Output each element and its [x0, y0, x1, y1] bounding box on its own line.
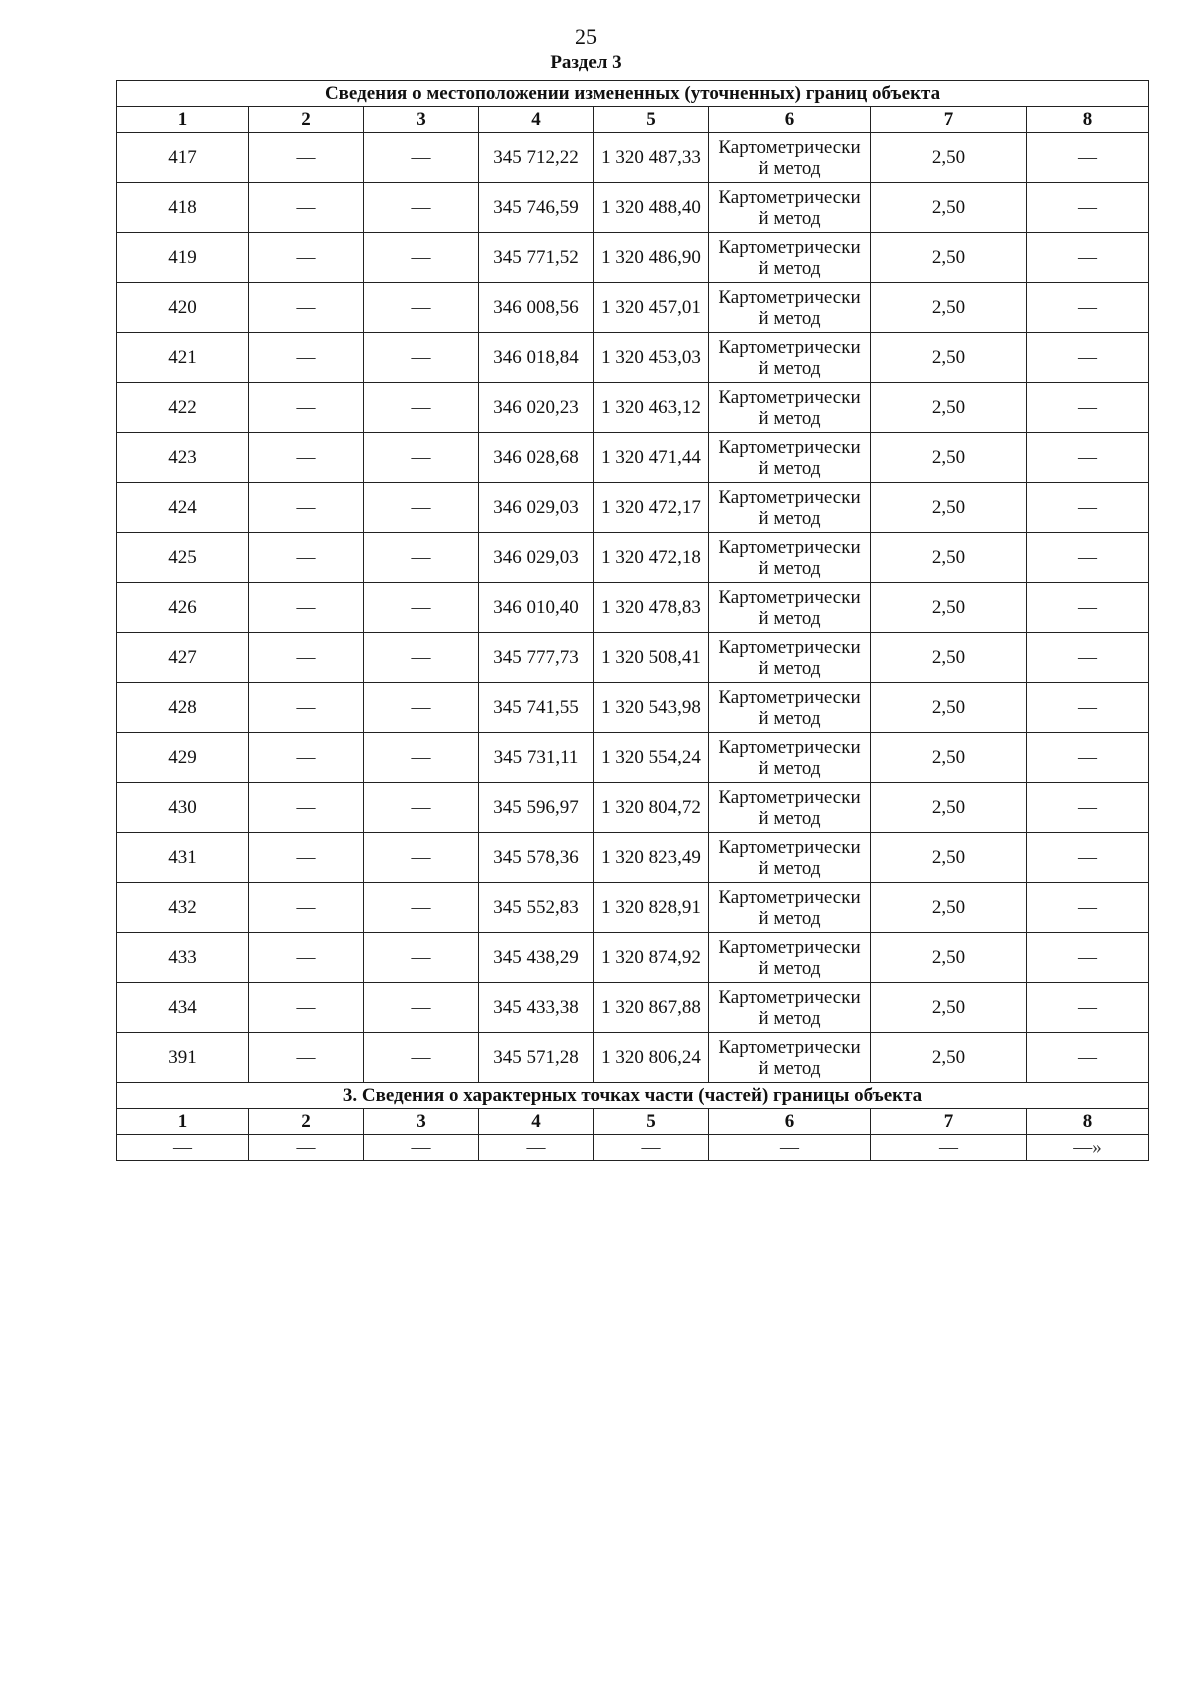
column-number: 7 [871, 107, 1027, 133]
point-cell: 422 [117, 383, 249, 433]
method-line: й метод [758, 507, 821, 529]
y-coordinate: 1 320 806,24 [594, 1033, 709, 1083]
method-line: й метод [758, 957, 821, 979]
method-line: й метод [758, 657, 821, 679]
x-coordinate: 345 433,38 [479, 983, 594, 1033]
col3-cell: — [364, 833, 479, 883]
table-body [117, 81, 1149, 1161]
method-line: Картометрически [718, 486, 861, 508]
x-coordinate: 345 438,29 [479, 933, 594, 983]
col3-cell: — [364, 233, 479, 283]
method-line: Картометрически [718, 186, 861, 208]
table-title-row [117, 81, 1149, 107]
sub-column-number: 5 [594, 1109, 709, 1135]
accuracy-cell: 2,50 [871, 633, 1027, 683]
point-cell: 417 [117, 133, 249, 183]
y-coordinate: 1 320 478,83 [594, 583, 709, 633]
table-row [117, 933, 1149, 983]
y-coordinate: 1 320 543,98 [594, 683, 709, 733]
method-line: Картометрически [718, 236, 861, 258]
col3-cell: — [364, 633, 479, 683]
sub-column-number: 4 [479, 1109, 594, 1135]
x-coordinate: 345 771,52 [479, 233, 594, 283]
accuracy-cell: 2,50 [871, 183, 1027, 233]
col3-cell: — [364, 433, 479, 483]
section-title: Раздел 3 [550, 52, 622, 73]
empty-cell: — [479, 1135, 594, 1161]
accuracy-cell: 2,50 [871, 1033, 1027, 1083]
y-coordinate: 1 320 472,17 [594, 483, 709, 533]
x-coordinate: 346 029,03 [479, 483, 594, 533]
col3-cell: — [364, 533, 479, 583]
subsection-title-row [117, 1083, 1149, 1109]
col2-cell: — [249, 183, 364, 233]
col8-cell: — [1027, 333, 1149, 383]
table-row [117, 833, 1149, 883]
y-coordinate: 1 320 486,90 [594, 233, 709, 283]
table-row [117, 883, 1149, 933]
method-cell [709, 583, 871, 633]
accuracy-cell: 2,50 [871, 133, 1027, 183]
method-cell [709, 1033, 871, 1083]
col3-cell: — [364, 983, 479, 1033]
accuracy-cell: 2,50 [871, 733, 1027, 783]
empty-cell: —» [1027, 1135, 1149, 1161]
y-coordinate: 1 320 554,24 [594, 733, 709, 783]
y-coordinate: 1 320 453,03 [594, 333, 709, 383]
y-coordinate: 1 320 457,01 [594, 283, 709, 333]
table-row [117, 1033, 1149, 1083]
table-row [117, 533, 1149, 583]
column-number: 3 [364, 107, 479, 133]
point-cell: 425 [117, 533, 249, 583]
col8-cell: — [1027, 583, 1149, 633]
col8-cell: — [1027, 233, 1149, 283]
col3-cell: — [364, 283, 479, 333]
y-coordinate: 1 320 472,18 [594, 533, 709, 583]
col2-cell: — [249, 633, 364, 683]
col3-cell: — [364, 883, 479, 933]
col8-cell: — [1027, 283, 1149, 333]
x-coordinate: 345 578,36 [479, 833, 594, 883]
method-line: й метод [758, 457, 821, 479]
method-line: й метод [758, 307, 821, 329]
x-coordinate: 345 731,11 [479, 733, 594, 783]
x-coordinate: 345 741,55 [479, 683, 594, 733]
x-coordinate: 345 746,59 [479, 183, 594, 233]
method-cell [709, 983, 871, 1033]
sub-column-number: 2 [249, 1109, 364, 1135]
sub-column-number: 6 [709, 1109, 871, 1135]
empty-cell: — [249, 1135, 364, 1161]
point-cell: 427 [117, 633, 249, 683]
table-row [117, 283, 1149, 333]
col8-cell: — [1027, 533, 1149, 583]
table-row [117, 133, 1149, 183]
method-cell [709, 633, 871, 683]
method-line: й метод [758, 907, 821, 929]
method-line: й метод [758, 1057, 821, 1079]
point-cell: 418 [117, 183, 249, 233]
col3-cell: — [364, 133, 479, 183]
y-coordinate: 1 320 828,91 [594, 883, 709, 933]
method-cell [709, 333, 871, 383]
method-line: й метод [758, 207, 821, 229]
table-row [117, 483, 1149, 533]
accuracy-cell: 2,50 [871, 533, 1027, 583]
col8-cell: — [1027, 183, 1149, 233]
point-cell: 431 [117, 833, 249, 883]
method-cell [709, 283, 871, 333]
col2-cell: — [249, 233, 364, 283]
col2-cell: — [249, 133, 364, 183]
method-cell [709, 233, 871, 283]
method-line: Картометрически [718, 586, 861, 608]
point-cell: 428 [117, 683, 249, 733]
method-line: Картометрически [718, 536, 861, 558]
col8-cell: — [1027, 683, 1149, 733]
x-coordinate: 346 028,68 [479, 433, 594, 483]
column-number: 8 [1027, 107, 1149, 133]
method-cell [709, 183, 871, 233]
method-line: Картометрически [718, 136, 861, 158]
sub-column-number: 3 [364, 1109, 479, 1135]
accuracy-cell: 2,50 [871, 433, 1027, 483]
y-coordinate: 1 320 804,72 [594, 783, 709, 833]
x-coordinate: 345 596,97 [479, 783, 594, 833]
table-row [117, 633, 1149, 683]
col3-cell: — [364, 583, 479, 633]
table-row [117, 183, 1149, 233]
column-number-row [117, 107, 1149, 133]
col2-cell: — [249, 283, 364, 333]
method-cell [709, 683, 871, 733]
accuracy-cell: 2,50 [871, 983, 1027, 1033]
col2-cell: — [249, 733, 364, 783]
col2-cell: — [249, 1033, 364, 1083]
col3-cell: — [364, 183, 479, 233]
y-coordinate: 1 320 867,88 [594, 983, 709, 1033]
method-cell [709, 483, 871, 533]
empty-cell: — [364, 1135, 479, 1161]
point-cell: 421 [117, 333, 249, 383]
col8-cell: — [1027, 633, 1149, 683]
accuracy-cell: 2,50 [871, 883, 1027, 933]
accuracy-cell: 2,50 [871, 933, 1027, 983]
accuracy-cell: 2,50 [871, 383, 1027, 433]
subsection-title: 3. Сведения о характерных точках части (частей) границы объекта [117, 1083, 1149, 1109]
method-cell [709, 733, 871, 783]
method-line: Картометрически [718, 736, 861, 758]
x-coordinate: 346 029,03 [479, 533, 594, 583]
col3-cell: — [364, 333, 479, 383]
col2-cell: — [249, 533, 364, 583]
col8-cell: — [1027, 933, 1149, 983]
empty-cell: — [117, 1135, 249, 1161]
col2-cell: — [249, 483, 364, 533]
y-coordinate: 1 320 488,40 [594, 183, 709, 233]
method-line: й метод [758, 757, 821, 779]
method-line: й метод [758, 807, 821, 829]
col3-cell: — [364, 783, 479, 833]
col2-cell: — [249, 983, 364, 1033]
point-cell: 424 [117, 483, 249, 533]
method-line: Картометрически [718, 786, 861, 808]
y-coordinate: 1 320 823,49 [594, 833, 709, 883]
method-line: й метод [758, 857, 821, 879]
col8-cell: — [1027, 133, 1149, 183]
accuracy-cell: 2,50 [871, 283, 1027, 333]
point-cell: 432 [117, 883, 249, 933]
col2-cell: — [249, 683, 364, 733]
method-line: Картометрически [718, 936, 861, 958]
table-row [117, 733, 1149, 783]
boundary-table [116, 80, 1149, 1161]
method-cell [709, 383, 871, 433]
point-cell: 429 [117, 733, 249, 783]
table-row [117, 983, 1149, 1033]
method-line: й метод [758, 157, 821, 179]
column-number: 1 [117, 107, 249, 133]
method-line: Картометрически [718, 436, 861, 458]
method-cell [709, 933, 871, 983]
method-line: й метод [758, 257, 821, 279]
col3-cell: — [364, 1033, 479, 1083]
method-line: й метод [758, 707, 821, 729]
col2-cell: — [249, 883, 364, 933]
method-line: Картометрически [718, 1036, 861, 1058]
point-cell: 426 [117, 583, 249, 633]
accuracy-cell: 2,50 [871, 483, 1027, 533]
method-cell [709, 433, 871, 483]
method-line: Картометрически [718, 336, 861, 358]
table-row [117, 383, 1149, 433]
col3-cell: — [364, 683, 479, 733]
page-number: 25 [575, 24, 597, 49]
method-line: Картометрически [718, 636, 861, 658]
empty-cell: — [594, 1135, 709, 1161]
empty-cell: — [709, 1135, 871, 1161]
method-line: й метод [758, 1007, 821, 1029]
method-line: й метод [758, 407, 821, 429]
column-number: 4 [479, 107, 594, 133]
y-coordinate: 1 320 874,92 [594, 933, 709, 983]
point-cell: 419 [117, 233, 249, 283]
col8-cell: — [1027, 883, 1149, 933]
sub-empty-row [117, 1135, 1149, 1161]
col8-cell: — [1027, 383, 1149, 433]
method-line: Картометрически [718, 386, 861, 408]
sub-column-number-row [117, 1109, 1149, 1135]
col2-cell: — [249, 583, 364, 633]
table-row [117, 783, 1149, 833]
point-cell: 433 [117, 933, 249, 983]
table-row [117, 433, 1149, 483]
col2-cell: — [249, 933, 364, 983]
table-row [117, 233, 1149, 283]
col8-cell: — [1027, 733, 1149, 783]
sub-column-number: 7 [871, 1109, 1027, 1135]
col3-cell: — [364, 733, 479, 783]
accuracy-cell: 2,50 [871, 583, 1027, 633]
method-line: Картометрически [718, 986, 861, 1008]
method-cell [709, 533, 871, 583]
y-coordinate: 1 320 487,33 [594, 133, 709, 183]
x-coordinate: 345 712,22 [479, 133, 594, 183]
method-line: й метод [758, 557, 821, 579]
col8-cell: — [1027, 483, 1149, 533]
accuracy-cell: 2,50 [871, 833, 1027, 883]
x-coordinate: 346 010,40 [479, 583, 594, 633]
x-coordinate: 345 552,83 [479, 883, 594, 933]
empty-cell: — [871, 1135, 1027, 1161]
col8-cell: — [1027, 783, 1149, 833]
col8-cell: — [1027, 1033, 1149, 1083]
col8-cell: — [1027, 433, 1149, 483]
col8-cell: — [1027, 983, 1149, 1033]
y-coordinate: 1 320 508,41 [594, 633, 709, 683]
y-coordinate: 1 320 471,44 [594, 433, 709, 483]
col3-cell: — [364, 483, 479, 533]
method-cell [709, 783, 871, 833]
method-line: Картометрически [718, 286, 861, 308]
y-coordinate: 1 320 463,12 [594, 383, 709, 433]
x-coordinate: 346 018,84 [479, 333, 594, 383]
col2-cell: — [249, 783, 364, 833]
col3-cell: — [364, 933, 479, 983]
x-coordinate: 345 777,73 [479, 633, 594, 683]
point-cell: 423 [117, 433, 249, 483]
col2-cell: — [249, 333, 364, 383]
x-coordinate: 346 008,56 [479, 283, 594, 333]
point-cell: 391 [117, 1033, 249, 1083]
method-line: Картометрически [718, 686, 861, 708]
table-row [117, 583, 1149, 633]
column-number: 2 [249, 107, 364, 133]
point-cell: 430 [117, 783, 249, 833]
accuracy-cell: 2,50 [871, 783, 1027, 833]
column-number: 5 [594, 107, 709, 133]
col2-cell: — [249, 833, 364, 883]
col3-cell: — [364, 383, 479, 433]
col2-cell: — [249, 383, 364, 433]
point-cell: 420 [117, 283, 249, 333]
method-cell [709, 133, 871, 183]
method-cell [709, 883, 871, 933]
x-coordinate: 345 571,28 [479, 1033, 594, 1083]
sub-column-number: 1 [117, 1109, 249, 1135]
method-line: Картометрически [718, 886, 861, 908]
accuracy-cell: 2,50 [871, 683, 1027, 733]
accuracy-cell: 2,50 [871, 233, 1027, 283]
table-title: Сведения о местоположении измененных (уточненных) границ объекта [117, 81, 1149, 107]
method-line: Картометрически [718, 836, 861, 858]
method-cell [709, 833, 871, 883]
accuracy-cell: 2,50 [871, 333, 1027, 383]
sub-column-number: 8 [1027, 1109, 1149, 1135]
column-number: 6 [709, 107, 871, 133]
point-cell: 434 [117, 983, 249, 1033]
col8-cell: — [1027, 833, 1149, 883]
table-row [117, 333, 1149, 383]
method-line: й метод [758, 357, 821, 379]
method-line: й метод [758, 607, 821, 629]
x-coordinate: 346 020,23 [479, 383, 594, 433]
table-row [117, 683, 1149, 733]
col2-cell: — [249, 433, 364, 483]
